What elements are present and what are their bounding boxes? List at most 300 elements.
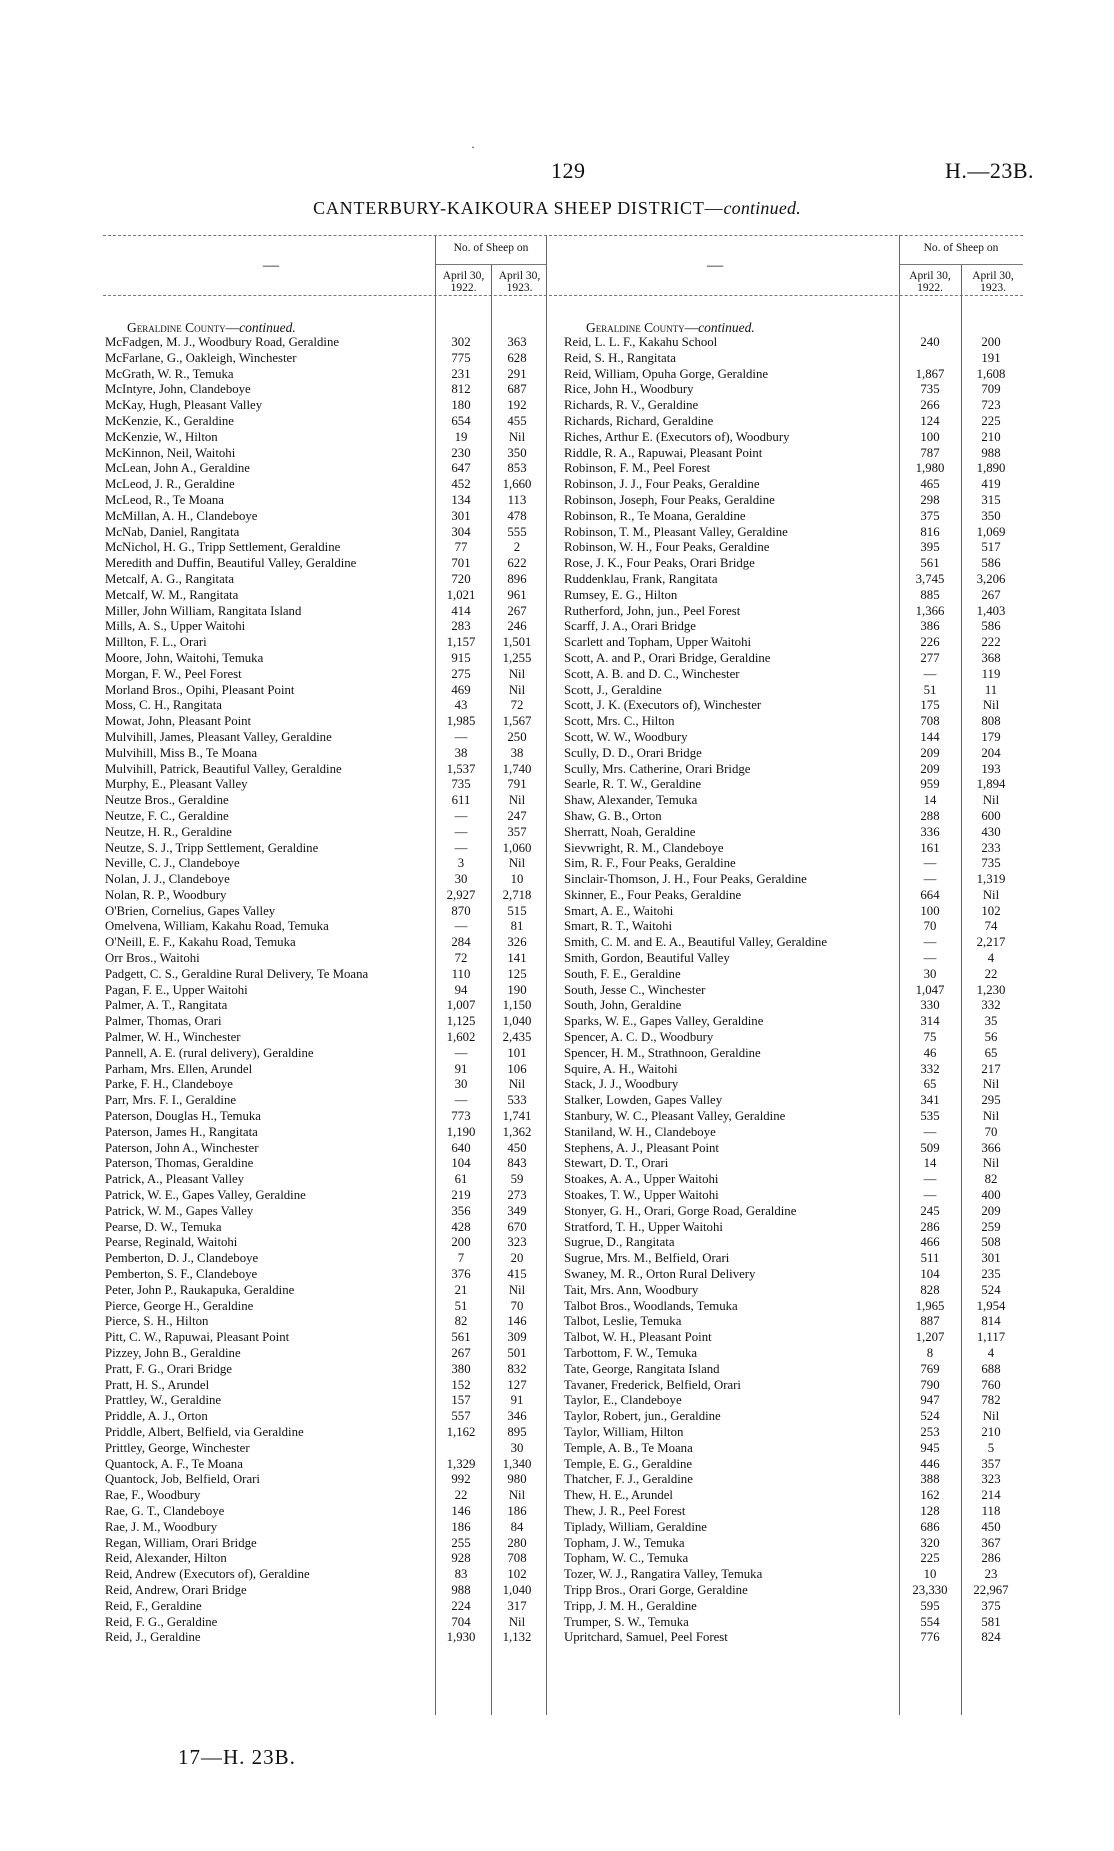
sheep-1922: 104 (451, 1156, 471, 1171)
sheep-1922: 640 (451, 1140, 471, 1155)
sheep-1923: 533 (507, 1093, 527, 1108)
owner-name: Regan, William, Orari Bridge (105, 1535, 257, 1550)
table-row (103, 398, 546, 414)
sheep-1922: 288 (920, 808, 940, 823)
table-row (562, 1156, 1023, 1172)
owner-name: Patrick, W. E., Gapes Valley, Geraldine (105, 1188, 306, 1203)
table-row (103, 1362, 546, 1378)
owner-name: Taylor, William, Hilton (564, 1424, 684, 1439)
sheep-1922: 23,330 (912, 1582, 948, 1597)
owner-name: Scarff, J. A., Orari Bridge (564, 619, 696, 634)
sheep-1923: 102 (981, 903, 1001, 918)
sheep-1923: 1,069 (976, 524, 1006, 539)
sheep-1923: 259 (981, 1219, 1001, 1234)
owner-name: Pitt, C. W., Rapuwai, Pleasant Point (105, 1330, 290, 1345)
owner-name: Shaw, Alexander, Temuka (564, 793, 698, 808)
sheep-1923: 1,230 (976, 982, 1006, 997)
table-row (562, 983, 1023, 999)
owner-name: Rose, J. K., Four Peaks, Orari Bridge (564, 556, 755, 571)
sheep-table (103, 235, 1023, 1727)
table-row (562, 1393, 1023, 1409)
table-row (103, 872, 546, 888)
owner-name: Parr, Mrs. F. I., Geraldine (105, 1093, 237, 1108)
sheep-1923: 517 (981, 540, 1001, 555)
owner-name: Patrick, A., Pleasant Valley (105, 1172, 245, 1187)
sheep-1923: 400 (981, 1188, 1001, 1203)
sheep-1922: 511 (920, 1251, 940, 1266)
sheep-1923: 508 (981, 1235, 1001, 1250)
owner-name: Millton, F. L., Orari (105, 635, 207, 650)
sheep-1923: 332 (981, 998, 1001, 1013)
sheep-1923: 735 (981, 856, 1001, 871)
sheep-1922: 524 (920, 1409, 940, 1424)
title-main: CANTERBURY-KAIKOURA SHEEP DISTRICT— (313, 198, 724, 218)
table-row (103, 1378, 546, 1394)
sheep-1922: 776 (920, 1630, 940, 1645)
table-row (562, 525, 1023, 541)
sheep-1922: 1,980 (915, 461, 945, 476)
owner-name: Stack, J. J., Woodbury (564, 1077, 679, 1092)
table-row (103, 1220, 546, 1236)
sheep-1923: Nil (508, 793, 526, 808)
owner-name: Mulvihill, Patrick, Beautiful Valley, Geraldine (105, 761, 342, 776)
sheep-1922: — (923, 1188, 937, 1203)
owner-name: Rutherford, John, jun., Peel Forest (564, 603, 741, 618)
sheep-1922: 253 (920, 1424, 940, 1439)
sheep-1923: 843 (507, 1156, 527, 1171)
table-row (103, 683, 546, 699)
owner-name: Rice, John H., Woodbury (564, 382, 694, 397)
table-row (562, 730, 1023, 746)
sheep-1922: 152 (451, 1377, 471, 1392)
table-row (562, 935, 1023, 951)
sheep-1922: 65 (923, 1077, 937, 1092)
table-row (562, 414, 1023, 430)
sheep-1923: 84 (510, 1519, 524, 1534)
owner-name: Squire, A. H., Waitohi (564, 1061, 678, 1076)
owner-name: Palmer, W. H., Winchester (105, 1030, 241, 1045)
owner-name: Scott, J. K. (Executors of), Winchester (564, 698, 762, 713)
sheep-1922: 43 (454, 698, 468, 713)
owner-name: Thew, H. E., Arundel (564, 1488, 673, 1503)
table-row (103, 1393, 546, 1409)
table-row (103, 1125, 546, 1141)
owner-name: Pemberton, D. J., Clandeboye (105, 1251, 259, 1266)
sheep-1923: 430 (981, 824, 1001, 839)
sheep-1923: 191 (981, 350, 1001, 365)
table-row (562, 382, 1023, 398)
sheep-1923: 501 (507, 1346, 527, 1360)
sheep-1922: 1,930 (446, 1630, 476, 1645)
sheep-1922: 386 (920, 619, 940, 634)
sheep-1922: — (454, 808, 468, 823)
sheep-1923: 688 (981, 1361, 1001, 1376)
sheep-1923: 118 (981, 1503, 1001, 1518)
sheep-1922: 83 (454, 1567, 468, 1582)
table-row (562, 919, 1023, 935)
sheep-1922: 686 (920, 1519, 940, 1534)
owner-name: Pearse, Reginald, Waitohi (105, 1235, 238, 1250)
sheep-1923: 1,340 (502, 1456, 532, 1471)
table-row (103, 446, 546, 462)
sheep-1922: 341 (920, 1093, 940, 1108)
owner-name: Reid, Alexander, Hilton (105, 1551, 227, 1566)
sheep-1922: 557 (451, 1409, 471, 1424)
sheep-1923: 127 (507, 1377, 527, 1392)
table-row (103, 856, 546, 872)
sheep-1923: 723 (981, 398, 1001, 413)
table-row (562, 1046, 1023, 1062)
owner-name: Temple, A. B., Te Moana (564, 1440, 693, 1455)
sheep-1922: — (923, 872, 937, 887)
sheep-1923: 70 (510, 1298, 524, 1313)
sheep-1923: Nil (508, 682, 526, 697)
left-group-label: No. of Sheep on (453, 242, 529, 254)
owner-name: Pearse, D. W., Temuka (105, 1219, 222, 1234)
table-header-rule (103, 295, 1023, 296)
owner-name: Paterson, Douglas H., Temuka (105, 1109, 261, 1124)
table-row (562, 1615, 1023, 1631)
owner-name: Smart, R. T., Waitohi (564, 919, 673, 934)
sheep-1922: 175 (920, 698, 940, 713)
sheep-1922: 701 (451, 556, 471, 571)
table-row (562, 998, 1023, 1014)
sheep-1922: 466 (920, 1235, 940, 1250)
sheep-1922: 816 (920, 524, 940, 539)
sheep-1922: 266 (920, 398, 940, 413)
table-row (103, 730, 546, 746)
sheep-1923: 217 (981, 1061, 1001, 1076)
owner-name: Topham, J. W., Temuka (564, 1535, 685, 1550)
sheep-1923: 280 (507, 1535, 527, 1550)
sheep-1922: 928 (451, 1551, 471, 1566)
owner-name: Priddle, A. J., Orton (105, 1409, 208, 1424)
table-row (562, 1141, 1023, 1157)
table-row (103, 1062, 546, 1078)
owner-name: Scott, W. W., Woodbury (564, 729, 688, 744)
sheep-1922: 30 (454, 1077, 468, 1092)
table-row (562, 904, 1023, 920)
sheep-1923: 366 (981, 1140, 1001, 1155)
owner-name: Richards, Richard, Geraldine (564, 413, 714, 428)
table-row (562, 367, 1023, 383)
owner-name: Prittley, George, Winchester (105, 1440, 250, 1455)
owner-name: Rae, J. M., Woodbury (105, 1519, 218, 1534)
sheep-1922: 219 (451, 1188, 471, 1203)
table-row (562, 1030, 1023, 1046)
table-row (562, 1172, 1023, 1188)
table-row (103, 714, 546, 730)
sheep-1923: 980 (507, 1472, 527, 1487)
sheep-1922: — (454, 729, 468, 744)
left-col2-label: April 30, 1923. (498, 270, 541, 294)
sheep-1922: — (454, 1093, 468, 1108)
sheep-1922: 1,157 (446, 635, 476, 650)
sheep-1923: 210 (981, 429, 1001, 444)
table-row (103, 1251, 546, 1267)
table-row (103, 1441, 546, 1457)
owner-name: Scott, J., Geraldine (564, 682, 662, 697)
sheep-1922: 277 (920, 650, 940, 665)
right-name-dash: — (707, 257, 723, 274)
owner-name: Mulvihill, Miss B., Te Moana (105, 745, 258, 760)
table-row (103, 825, 546, 841)
table-row (562, 809, 1023, 825)
county-heading (562, 320, 1023, 335)
sheep-1923: 1,403 (976, 603, 1006, 618)
table-row (103, 888, 546, 904)
table-row (562, 604, 1023, 620)
sheep-1923: 853 (507, 461, 527, 476)
sheep-1923: 1,132 (502, 1630, 532, 1645)
table-row (562, 351, 1023, 367)
sheep-1923: 267 (981, 587, 1001, 602)
right-rows (562, 335, 1023, 1646)
table-row (562, 1283, 1023, 1299)
owner-name: Reid, J., Geraldine (105, 1630, 201, 1645)
sheep-1923: 91 (510, 1393, 524, 1408)
sheep-1923: 204 (981, 745, 1001, 760)
sheep-1922: 10 (923, 1567, 937, 1582)
sheep-1922: — (923, 951, 937, 966)
table-row (103, 1409, 546, 1425)
table-row (562, 1599, 1023, 1615)
sheep-1922: 14 (923, 1156, 937, 1171)
sheep-1923: 2,435 (502, 1030, 532, 1045)
sheep-1922: 14 (923, 793, 937, 808)
sheep-1922: 1,190 (446, 1124, 476, 1139)
table-row (562, 951, 1023, 967)
owner-name: Taylor, Robert, jun., Geraldine (564, 1409, 721, 1424)
owner-name: Smith, C. M. and E. A., Beautiful Valley, Geraldine (564, 935, 828, 950)
sheep-1922: 231 (451, 366, 471, 381)
table-row (562, 1204, 1023, 1220)
sheep-1922: 870 (451, 903, 471, 918)
owner-name: Pierce, S. H., Hilton (105, 1314, 209, 1329)
table-row (103, 1520, 546, 1536)
sheep-1922: — (454, 1045, 468, 1060)
table-row (562, 1536, 1023, 1552)
sheep-1923: 808 (981, 714, 1001, 729)
sheep-1923: 190 (507, 982, 527, 997)
table-row (103, 1014, 546, 1030)
sheep-1923: 214 (981, 1488, 1001, 1503)
table-row (562, 1077, 1023, 1093)
table-row (103, 1077, 546, 1093)
owner-name: Reid, S. H., Rangitata (564, 350, 676, 365)
sheep-1922: 314 (920, 1014, 940, 1029)
sheep-1923: 106 (507, 1061, 527, 1076)
owner-name: Stoakes, T. W., Upper Waitohi (564, 1188, 719, 1203)
sheep-1923: 200 (981, 335, 1001, 349)
sheep-1922: 320 (920, 1535, 940, 1550)
table-row (562, 335, 1023, 351)
right-col1-label: April 30, 1922. (909, 270, 951, 294)
sheep-1922: 75 (923, 1030, 937, 1045)
sheep-1922: 245 (920, 1203, 940, 1218)
owner-name: Stanbury, W. C., Pleasant Valley, Geraldine (564, 1109, 786, 1124)
sheep-1923: Nil (508, 1077, 526, 1092)
owner-name: Quantock, Job, Belfield, Orari (105, 1472, 260, 1487)
owner-name: McKay, Hugh, Pleasant Valley (105, 398, 263, 413)
table-row (103, 809, 546, 825)
sheep-1923: 357 (507, 824, 527, 839)
table-row (103, 1488, 546, 1504)
sheep-1922: 51 (923, 682, 937, 697)
sheep-1923: 961 (507, 587, 527, 602)
owner-name: Neutze, F. C., Geraldine (105, 808, 229, 823)
sheep-1923: 59 (510, 1172, 524, 1187)
sheep-1922: 21 (454, 1282, 468, 1297)
county-continued: continued. (239, 320, 296, 335)
sheep-1923: 1,150 (502, 998, 532, 1013)
sheep-1922: 945 (920, 1440, 940, 1455)
sheep-1922: 38 (454, 745, 468, 760)
sheep-1923: 65 (984, 1045, 998, 1060)
county-heading (103, 320, 546, 335)
sheep-1923: 687 (507, 382, 527, 397)
sheep-1923: 35 (984, 1014, 998, 1029)
table-row (562, 1014, 1023, 1030)
owner-name: Scott, A. and P., Orari Bridge, Geraldine (564, 650, 771, 665)
table-row (562, 825, 1023, 841)
sheep-1923: 350 (981, 508, 1001, 523)
table-row (103, 746, 546, 762)
table-row (562, 509, 1023, 525)
owner-name: McGrath, W. R., Temuka (105, 366, 234, 381)
left-name-dash: — (263, 257, 279, 274)
sheep-1922: 704 (451, 1614, 471, 1629)
sheep-1923: 323 (507, 1235, 527, 1250)
table-row (562, 841, 1023, 857)
sheep-1923: 10 (510, 872, 524, 887)
sheep-1922: 988 (451, 1582, 471, 1597)
owner-name: Searle, R. T. W., Geraldine (564, 777, 702, 792)
sheep-1922: 664 (920, 887, 940, 902)
owner-name: Morland Bros., Opihi, Pleasant Point (105, 682, 295, 697)
sheep-1922: 146 (451, 1503, 471, 1518)
owner-name: Topham, W. C., Temuka (564, 1551, 689, 1566)
owner-name: Tiplady, William, Geraldine (564, 1519, 707, 1534)
sheep-1923: 670 (507, 1219, 527, 1234)
print-mark: · (471, 140, 475, 154)
owner-name: Talbot Bros., Woodlands, Temuka (564, 1298, 738, 1313)
table-row (562, 572, 1023, 588)
sheep-1923: 1,740 (502, 761, 532, 776)
owner-name: Sinclair-Thomson, J. H., Four Peaks, Geraldine (564, 872, 807, 887)
owner-name: Robinson, T. M., Pleasant Valley, Geraldine (564, 524, 788, 539)
owner-name: Paterson, Thomas, Geraldine (105, 1156, 254, 1171)
owner-name: Rumsey, E. G., Hilton (564, 587, 678, 602)
table-row (562, 1109, 1023, 1125)
owner-name: McNichol, H. G., Tripp Settlement, Geraldine (105, 540, 341, 555)
table-row (103, 935, 546, 951)
owner-name: Stoakes, A. A., Upper Waitohi (564, 1172, 719, 1187)
table-row (103, 1599, 546, 1615)
sheep-1922: 1,207 (915, 1330, 945, 1345)
sheep-1923: 11 (984, 682, 998, 697)
owner-name: Stewart, D. T., Orari (564, 1156, 669, 1171)
owner-name: Tripp Bros., Orari Gorge, Geraldine (564, 1582, 748, 1597)
sheep-1922: 720 (451, 571, 471, 586)
sheep-1922: 72 (454, 951, 468, 966)
sheep-1922: 452 (451, 477, 471, 492)
right-column (562, 320, 1023, 1646)
sheep-1922: 3 (457, 856, 465, 871)
table-row (562, 667, 1023, 683)
table-row (103, 588, 546, 604)
owner-name: Reid, L. L. F., Kakahu School (564, 335, 718, 349)
owner-name: Trumper, S. W., Temuka (564, 1614, 689, 1629)
sheep-1923: 72 (510, 698, 524, 713)
table-row (562, 461, 1023, 477)
sheep-1923: 357 (981, 1456, 1001, 1471)
owner-name: Upritchard, Samuel, Peel Forest (564, 1630, 728, 1645)
sheep-1922: 380 (451, 1361, 471, 1376)
owner-name: Robinson, Joseph, Four Peaks, Geraldine (564, 492, 775, 507)
sheep-1923: 555 (507, 524, 527, 539)
owner-name: Thatcher, F. J., Geraldine (564, 1472, 693, 1487)
table-row (103, 841, 546, 857)
owner-name: Omelvena, William, Kakahu Road, Temuka (105, 919, 329, 934)
sheep-1923: 455 (507, 413, 527, 428)
sheep-1923: 1,954 (976, 1298, 1006, 1313)
table-row (562, 1330, 1023, 1346)
owner-name: Miller, John William, Rangitata Island (105, 603, 302, 618)
sheep-1922: 1,162 (446, 1424, 476, 1439)
sheep-1923: Nil (982, 887, 1000, 902)
table-row (103, 461, 546, 477)
sheep-1923: 1,741 (502, 1109, 532, 1124)
owner-name: McKenzie, K., Geraldine (105, 413, 234, 428)
sheep-1922: 469 (451, 682, 471, 697)
sheep-1923: 193 (981, 761, 1001, 776)
owner-name: Moss, C. H., Rangitata (105, 698, 222, 713)
table-row (562, 1472, 1023, 1488)
table-row (103, 762, 546, 778)
owner-name: Smith, Gordon, Beautiful Valley (564, 951, 730, 966)
table-row (103, 1536, 546, 1552)
sheep-1922: 887 (920, 1314, 940, 1329)
owner-name: Scarlett and Topham, Upper Waitohi (564, 635, 752, 650)
sheep-1922: 885 (920, 587, 940, 602)
owner-name: Pierce, George H., Geraldine (105, 1298, 254, 1313)
table-row (562, 540, 1023, 556)
table-row (103, 1551, 546, 1567)
sheep-1923: 22 (984, 966, 998, 981)
sheep-1923: 4 (987, 1346, 995, 1360)
sheep-1922: 275 (451, 666, 471, 681)
owner-name: Tavaner, Frederick, Belfield, Orari (564, 1377, 741, 1392)
table-row (103, 1330, 546, 1346)
sheep-1923: Nil (508, 429, 526, 444)
table-row (562, 446, 1023, 462)
sheep-1922: 77 (454, 540, 468, 555)
table-row (103, 604, 546, 620)
sheep-1922: 947 (920, 1393, 940, 1408)
sheep-1922: 812 (451, 382, 471, 397)
table-row (103, 777, 546, 793)
sheep-1922: 144 (920, 729, 940, 744)
page-footer: 17—H. 23B. (178, 1745, 296, 1769)
table-row (562, 1504, 1023, 1520)
sheep-1922: 376 (451, 1267, 471, 1282)
sheep-1922: 561 (451, 1330, 471, 1345)
table-row (562, 651, 1023, 667)
table-row (562, 1409, 1023, 1425)
sheep-1922: 1,007 (446, 998, 476, 1013)
table-row (103, 619, 546, 635)
